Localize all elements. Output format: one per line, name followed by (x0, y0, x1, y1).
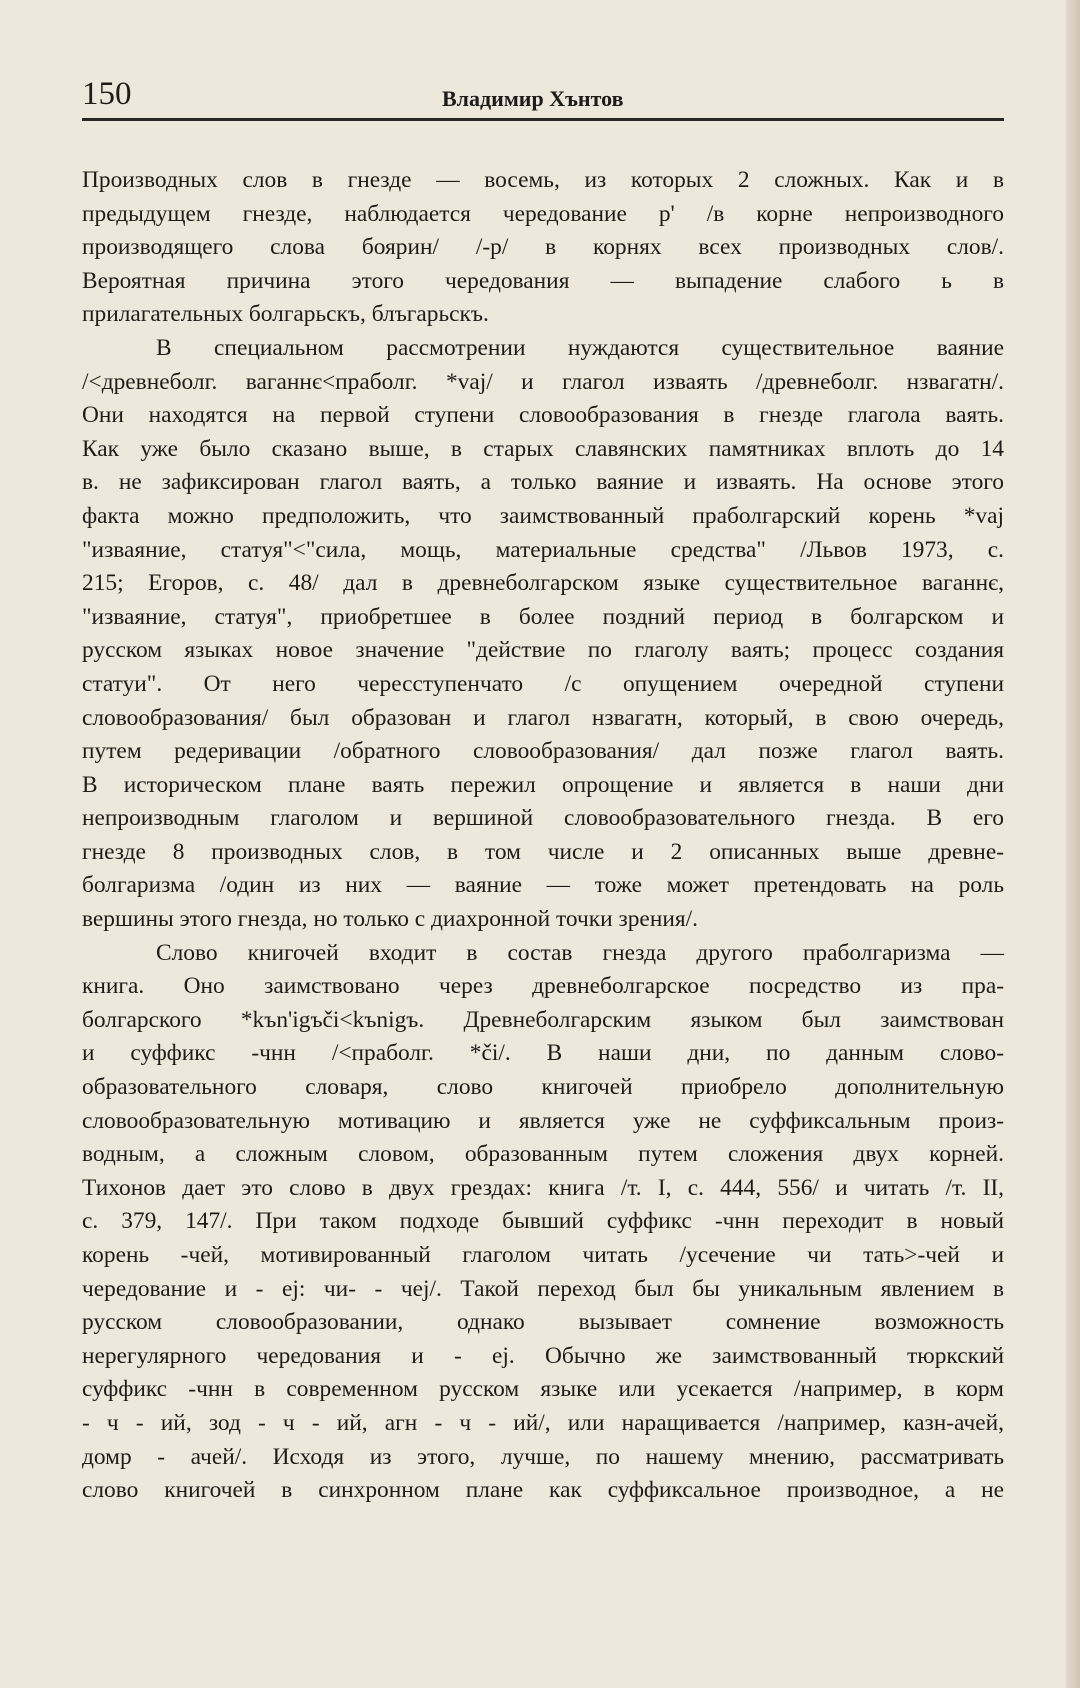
text-line: гнезде 8 производных слов, в том числе и 2 описанных выше древне- (82, 838, 1004, 865)
text-line: /<древнеболг. ваганнє<праболг. *vaj/ и глагол изваять /древнеболг. нзвагатн/. (82, 368, 1004, 395)
text-line: прилагательных болгарьскъ, блъгарьскъ. (82, 301, 489, 328)
paragraph-2 (82, 332, 1004, 937)
text-line: 215; Егоров, с. 48/ дал в древнеболгарском языке существительное ваганнє, (82, 570, 1004, 597)
text-line: Вероятная причина этого чередования — выпадение слабого ь в (82, 267, 1004, 294)
text-line: болгаризма /один из них — ваяние — тоже может претендовать на роль (82, 872, 1004, 899)
text-line: с. 379, 147/. При таком подходе бывший суффикс -чнн переходит в новый (82, 1208, 1004, 1235)
text-line: болгарского *kъn'igъči<kъnigъ. Древнеболгарским языком был заимствован (82, 1006, 1004, 1033)
text-line: В историческом плане ваять пережил опрощение и является в наши дни (82, 771, 1004, 798)
text-line: путем редеривации /обратного словообразования/ дал позже глагол ваять. (82, 738, 1004, 765)
text-line: - ч - ий, зод - ч - ий, агн - ч - ий/, или наращивается /например, казн-ачей, (82, 1409, 1004, 1436)
text-line: и суффикс -чнн /<праболг. *či/. В наши дни, по данным слово- (82, 1040, 1004, 1067)
text-line: словообразования/ был образован и глагол нзвагатн, который, в свою очередь, (82, 704, 1004, 731)
text-line: домр - ачей/. Исходя из этого, лучше, по нашему мнению, рассматривать (82, 1443, 1004, 1470)
text-line: Как уже было сказано выше, в старых славянских памятниках вплоть до 14 (82, 435, 1004, 462)
text-line: словообразовательную мотивацию и является уже не суффиксальным произ- (82, 1107, 1004, 1134)
text-line: книга. Оно заимствовано через древнеболгарское посредство из пра- (82, 973, 1004, 1000)
paragraph-1 (82, 164, 1004, 332)
text-line: чередование и - еj: чи- - чеj/. Такой переход был бы уникальным явлением в (82, 1275, 1004, 1302)
paragraph-3 (82, 937, 1004, 1508)
text-line: водным, а сложным словом, образованным путем сложения двух корней. (82, 1141, 1004, 1168)
text-line: непроизводным глаголом и вершиной словообразовательного гнезда. В его (82, 805, 1004, 832)
running-title: Владимир Хънтов (442, 86, 624, 111)
text-line: вершины этого гнезда, но только с диахронной точки зрения/. (82, 906, 698, 933)
text-line: русском языках новое значение "действие по глаголу ваять; процесс создания (82, 637, 1004, 664)
text-line: В специальном рассмотрении нуждаются существительное ваяние (156, 334, 1004, 361)
page-number: 150 (82, 76, 132, 112)
text-line: производящего слова боярин/ /-р/ в корнях всех производных слов/. (82, 234, 1004, 261)
text-line: суффикс -чнн в современном русском языке или усекается /например, в корм (82, 1376, 1004, 1403)
text-line: слово книгочей в синхронном плане как суффиксальное производное, а не (82, 1477, 1004, 1504)
text-line: предыдущем гнезде, наблюдается чередование р' /в корне непроизводного (82, 200, 1004, 227)
body-text (82, 164, 1004, 1508)
text-line: корень -чей, мотивированный глаголом читать /усечение чи тать>-чей и (82, 1242, 1004, 1268)
text-line: Слово книгочей входит в состав гнезда другого праболгаризма — (156, 939, 1004, 966)
text-line: Тихонов дает это слово в двух грездах: книга /т. I, с. 444, 556/ и читать /т. II, (82, 1174, 1004, 1201)
header-rule (82, 118, 1004, 121)
text-line: факта можно предположить, что заимствованный праболгарский корень *vaj (82, 502, 1004, 529)
text-line: статуи". От него чересступенчато /с опущением очередной ступени (82, 670, 1004, 697)
page-header (82, 72, 1004, 124)
text-line: Они находятся на первой ступени словообразования в гнезде глагола ваять. (82, 402, 1004, 429)
text-line: образовательного словаря, слово книгочей приобрело дополнительную (82, 1074, 1004, 1101)
page-edge (1066, 0, 1080, 1688)
text-line: русском словообразовании, однако вызывает сомнение возможность (82, 1309, 1004, 1336)
text-line: "изваяние, статуя"<"сила, мощь, материальные средства" /Львов 1973, с. (82, 536, 1004, 563)
text-line: "изваяние, статуя", приобретшее в более поздний период в болгарском и (82, 603, 1004, 630)
text-line: Производных слов в гнезде — восемь, из которых 2 сложных. Как и в (82, 167, 1004, 193)
text-line: нерегулярного чередования и - еj. Обычно же заимствованный тюркский (82, 1342, 1004, 1369)
text-line: в. не зафиксирован глагол ваять, а только ваяние и изваять. На основе этого (82, 469, 1004, 496)
